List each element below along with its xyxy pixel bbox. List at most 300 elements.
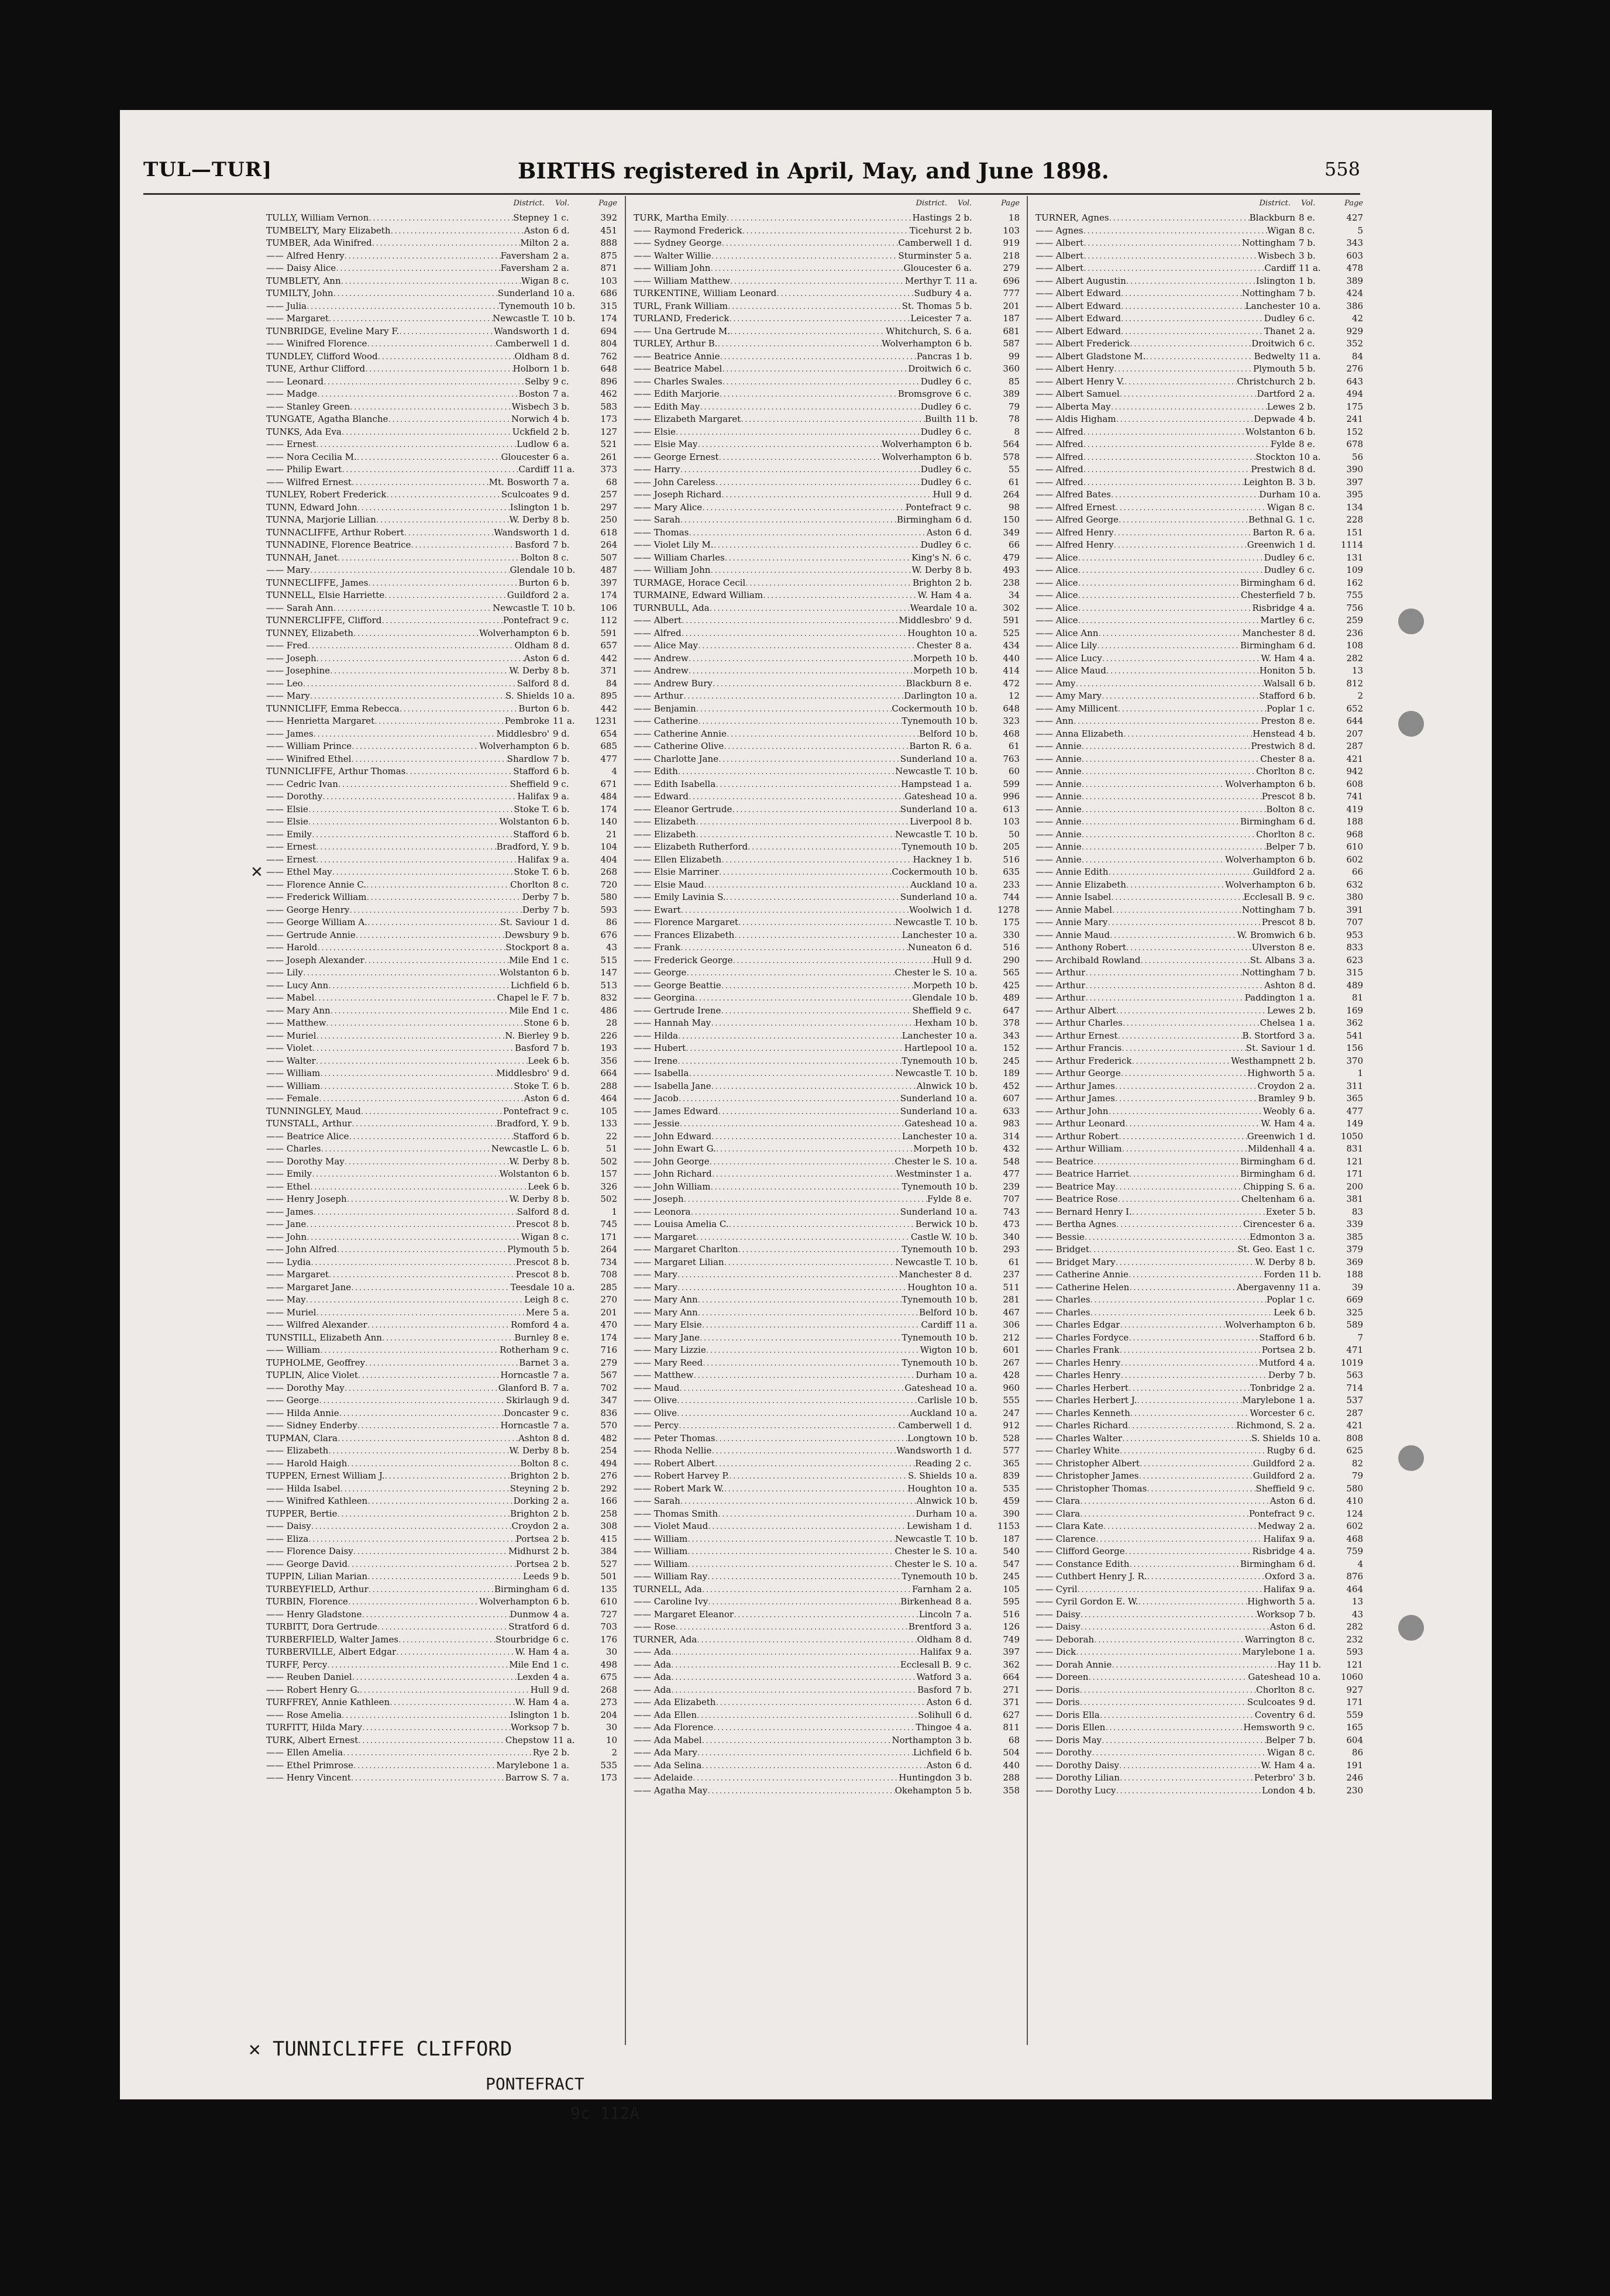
entry-name: —— Leonard bbox=[266, 376, 324, 387]
register-entry bbox=[1036, 527, 1363, 539]
register-entry bbox=[634, 614, 1020, 627]
entry-page: 106 bbox=[600, 602, 617, 613]
entry-volume: 10 b. bbox=[553, 300, 576, 311]
entry-page: 459 bbox=[1003, 1496, 1020, 1506]
leader-dots bbox=[677, 1055, 902, 1068]
entry-district: Stockton bbox=[1255, 451, 1295, 462]
entry-volume: 8 c. bbox=[1299, 1634, 1315, 1645]
entry-district: Aston bbox=[926, 1759, 952, 1771]
entry-page: 953 bbox=[1346, 929, 1363, 940]
entry-volume: 10 a. bbox=[955, 1130, 978, 1142]
entry-page: 570 bbox=[600, 1420, 617, 1431]
entry-district: Alnwick bbox=[916, 1496, 952, 1506]
leader-dots bbox=[317, 388, 518, 401]
leader-dots bbox=[677, 1407, 910, 1420]
leader-dots bbox=[1118, 703, 1267, 716]
leader-dots bbox=[732, 954, 933, 967]
entry-volume: 11 b. bbox=[1299, 1659, 1322, 1670]
leader-dots bbox=[738, 1243, 902, 1256]
entry-district: Leighton B. bbox=[1243, 476, 1295, 487]
entry-volume: 6 b. bbox=[553, 741, 570, 751]
entry-page: 151 bbox=[1346, 527, 1363, 538]
entry-district: Sunderland bbox=[497, 288, 549, 298]
entry-page: 5 bbox=[1357, 225, 1363, 236]
entry-name: —— Alfred George bbox=[1036, 514, 1119, 525]
leader-dots bbox=[1083, 426, 1246, 439]
entry-name: —— Charlotte Jane bbox=[634, 753, 719, 764]
entry-district: Lincoln bbox=[918, 1608, 952, 1620]
entry-name: —— Hubert bbox=[634, 1043, 686, 1053]
entry-volume: 6 d. bbox=[1299, 577, 1316, 588]
entry-name: —— Violet Maud bbox=[634, 1521, 708, 1531]
entry-name: —— Elsie Marriner bbox=[634, 867, 719, 877]
leader-dots bbox=[1080, 1508, 1249, 1521]
entry-name: —— William bbox=[266, 1345, 321, 1355]
entry-page: 173 bbox=[600, 1772, 617, 1783]
entry-district: Birmingham bbox=[1240, 1558, 1295, 1569]
entry-name: —— Deborah bbox=[1036, 1634, 1095, 1645]
entry-volume: 6 d. bbox=[553, 1583, 570, 1594]
entry-name: —— William bbox=[266, 1068, 321, 1078]
entry-name: —— Amy bbox=[1036, 678, 1076, 689]
entry-name: —— Doris Ellen bbox=[1036, 1722, 1106, 1733]
entry-volume: 10 a. bbox=[955, 1558, 978, 1569]
entry-volume: 10 b. bbox=[955, 1332, 978, 1343]
entry-district: Castle W. bbox=[910, 1231, 952, 1242]
register-entry bbox=[1036, 1646, 1363, 1659]
entry-district: Tynemouth bbox=[902, 716, 952, 726]
register-entry bbox=[634, 250, 1020, 263]
leader-dots bbox=[376, 514, 510, 527]
entry-name: —— Cuthbert Henry J. R. bbox=[1036, 1571, 1147, 1582]
entry-volume: 1 d. bbox=[553, 325, 570, 336]
register-entry bbox=[1036, 275, 1363, 288]
entry-volume: 2 b. bbox=[553, 1470, 570, 1481]
entry-page: 479 bbox=[1003, 552, 1020, 563]
register-entry bbox=[266, 401, 617, 414]
entry-page: 486 bbox=[600, 1005, 617, 1016]
leader-dots bbox=[319, 1394, 506, 1407]
entry-page: 811 bbox=[1003, 1722, 1020, 1733]
register-entry bbox=[266, 1092, 617, 1105]
register-entry bbox=[266, 1520, 617, 1533]
entry-volume: 6 b. bbox=[553, 803, 570, 814]
entry-name: —— Annie Elizabeth bbox=[1036, 879, 1126, 890]
register-entry bbox=[634, 1570, 1020, 1583]
register-entry bbox=[266, 1256, 617, 1269]
leader-dots bbox=[312, 1042, 515, 1055]
register-entry bbox=[266, 866, 617, 879]
column-header bbox=[1036, 199, 1363, 212]
register-entry bbox=[634, 1558, 1020, 1571]
entry-name: —— Albert bbox=[1036, 263, 1084, 273]
entry-volume: 6 b. bbox=[1299, 854, 1316, 865]
entry-name: —— Harold bbox=[266, 942, 318, 953]
entry-page: 287 bbox=[1346, 741, 1363, 751]
register-entry bbox=[634, 916, 1020, 929]
leader-dots bbox=[1118, 1193, 1241, 1206]
entry-district: Poplar bbox=[1266, 1294, 1295, 1305]
entry-district: Selby bbox=[524, 376, 549, 387]
register-entry bbox=[266, 225, 617, 238]
entry-volume: 6 b. bbox=[553, 1055, 570, 1066]
entry-district: Wigan bbox=[1267, 225, 1295, 236]
leader-dots bbox=[353, 627, 479, 640]
entry-district: Marylebone bbox=[1242, 1647, 1295, 1657]
entry-page: 464 bbox=[600, 1093, 617, 1104]
entry-name: —— Christopher Thomas bbox=[1036, 1483, 1147, 1494]
entry-name: TUPPIN, Lilian Marian bbox=[266, 1571, 368, 1582]
entry-name: —— Charles Fordyce bbox=[1036, 1332, 1129, 1343]
entry-page: 425 bbox=[1003, 979, 1020, 991]
entry-district: Prescot bbox=[515, 1219, 549, 1229]
entry-volume: 6 a. bbox=[955, 741, 972, 751]
entry-volume: 10 b. bbox=[955, 766, 978, 776]
register-entry bbox=[634, 866, 1020, 879]
entry-page: 464 bbox=[1346, 1583, 1363, 1594]
leader-dots bbox=[1078, 589, 1240, 602]
entry-page: 315 bbox=[600, 300, 617, 311]
entry-district: Nottingham bbox=[1241, 904, 1295, 915]
entry-name: —— William Ray bbox=[634, 1571, 708, 1582]
entry-page: 306 bbox=[1003, 1319, 1020, 1330]
entry-district: Droitwich bbox=[1251, 338, 1295, 349]
entry-district: Plymouth bbox=[507, 1244, 549, 1254]
entry-volume: 8 c. bbox=[553, 552, 569, 563]
entry-page: 960 bbox=[1003, 1382, 1020, 1393]
leader-dots bbox=[703, 1357, 902, 1370]
column-divider bbox=[1027, 196, 1028, 2045]
entry-district: Cardiff bbox=[1264, 263, 1295, 273]
entry-district: Boston bbox=[518, 389, 549, 399]
entry-volume: 10 b. bbox=[955, 1357, 978, 1368]
leader-dots bbox=[1137, 1394, 1242, 1407]
entry-name: —— Margaret Eleanor bbox=[634, 1608, 734, 1620]
register-entry bbox=[634, 451, 1020, 464]
entry-district: Sheffield bbox=[912, 1005, 952, 1016]
entry-page: 392 bbox=[600, 212, 617, 223]
leader-dots bbox=[676, 426, 921, 439]
entry-volume: 1 b. bbox=[553, 363, 570, 374]
entry-name: —— Agatha May bbox=[634, 1785, 708, 1796]
entry-district: Prestwich bbox=[1251, 741, 1295, 751]
entry-district: Aston bbox=[524, 652, 549, 664]
punch-hole bbox=[1398, 1445, 1424, 1471]
register-entry bbox=[266, 489, 617, 501]
register-entry bbox=[266, 451, 617, 464]
register-entry bbox=[1036, 614, 1363, 627]
entry-page: 471 bbox=[1346, 1345, 1363, 1355]
register-entry bbox=[1036, 451, 1363, 464]
entry-district: Newcastle T. bbox=[493, 602, 549, 613]
register-entry bbox=[1036, 1243, 1363, 1256]
entry-page: 694 bbox=[600, 325, 617, 336]
entry-name: —— James bbox=[266, 1206, 314, 1217]
leader-dots bbox=[702, 1583, 912, 1596]
entry-name: —— Cyril Gordon E. W. bbox=[1036, 1596, 1138, 1607]
entry-name: —— Charles Walter bbox=[1036, 1432, 1123, 1443]
register-entry bbox=[266, 1646, 617, 1659]
leader-dots bbox=[677, 1281, 908, 1294]
entry-name: TUNKS, Ada Eva bbox=[266, 426, 342, 437]
entry-volume: 10 a. bbox=[1299, 451, 1321, 462]
register-entry bbox=[266, 1458, 617, 1470]
leader-dots bbox=[328, 1445, 509, 1458]
entry-name: —— Albert Henry bbox=[1036, 363, 1114, 374]
register-entry bbox=[1036, 678, 1363, 690]
entry-page: 288 bbox=[600, 1080, 617, 1091]
entry-district: Bradford, Y. bbox=[496, 841, 549, 852]
register-entry bbox=[634, 941, 1020, 954]
register-entry bbox=[634, 1520, 1020, 1533]
entry-district: Chepstow bbox=[505, 1734, 549, 1745]
entry-page: 66 bbox=[1351, 867, 1363, 877]
entry-page: 385 bbox=[1346, 1231, 1363, 1242]
entry-district: Cardiff bbox=[518, 464, 549, 475]
entry-page: 4 bbox=[611, 766, 617, 776]
entry-district: Dudley bbox=[920, 426, 952, 437]
entry-page: 276 bbox=[600, 1470, 617, 1481]
leader-dots bbox=[348, 1596, 479, 1608]
entry-district: Northampton bbox=[892, 1734, 952, 1745]
entry-page: 610 bbox=[1346, 841, 1363, 852]
entry-volume: 8 d. bbox=[955, 1269, 972, 1280]
entry-page: 360 bbox=[1003, 363, 1020, 374]
entry-volume: 1 b. bbox=[955, 854, 972, 865]
entry-district: Dudley bbox=[920, 464, 952, 475]
entry-name: —— Margaret Lilian bbox=[634, 1256, 724, 1267]
register-entry bbox=[634, 262, 1020, 275]
entry-page: 648 bbox=[1003, 703, 1020, 714]
entry-name: —— Beatrice Alice bbox=[266, 1130, 349, 1142]
entry-volume: 6 c. bbox=[955, 476, 972, 487]
entry-page: 378 bbox=[1003, 1018, 1020, 1028]
entry-name: —— Annie bbox=[1036, 778, 1082, 789]
entry-volume: 9 c. bbox=[955, 1005, 972, 1016]
register-entry bbox=[1036, 1332, 1363, 1345]
entry-district: Okehampton bbox=[895, 1785, 952, 1796]
entry-district: Brighton bbox=[913, 577, 952, 588]
entry-name: —— John George bbox=[634, 1156, 710, 1167]
entry-page: 140 bbox=[600, 816, 617, 827]
register-entry bbox=[634, 1671, 1020, 1684]
register-entry bbox=[266, 1030, 617, 1043]
entry-volume: 7 b. bbox=[1299, 841, 1316, 852]
leader-dots bbox=[706, 1344, 920, 1357]
entry-name: —— Alice Lucy bbox=[1036, 652, 1102, 664]
entry-name: —— Annie bbox=[1036, 753, 1082, 764]
register-entry bbox=[266, 1143, 617, 1156]
entry-page: 727 bbox=[600, 1608, 617, 1620]
entry-volume: 7 b. bbox=[955, 1684, 972, 1695]
entry-name: —— Alice Maud bbox=[1036, 665, 1106, 676]
entry-volume: 6 d. bbox=[553, 652, 570, 664]
entry-district: Stourbridge bbox=[496, 1634, 549, 1645]
entry-district: Guildford bbox=[507, 590, 549, 600]
entry-volume: 1 d. bbox=[1299, 1130, 1316, 1142]
leader-dots bbox=[1103, 1520, 1258, 1533]
leader-dots bbox=[310, 1181, 528, 1194]
entry-name: —— Mary Reed bbox=[634, 1357, 703, 1368]
entry-volume: 6 d. bbox=[1299, 1621, 1316, 1632]
leader-dots bbox=[1140, 1458, 1253, 1470]
entry-page: 281 bbox=[1003, 1294, 1020, 1305]
entry-page: 42 bbox=[1351, 313, 1363, 324]
entry-volume: 10 a. bbox=[955, 1105, 978, 1116]
register-entry bbox=[266, 463, 617, 476]
entry-name: —— Charles bbox=[1036, 1307, 1090, 1318]
entry-volume: 7 b. bbox=[553, 1722, 570, 1733]
entry-page: 741 bbox=[1346, 791, 1363, 802]
entry-name: —— Annie Isabel bbox=[1036, 892, 1112, 902]
entry-district: Poplar bbox=[1266, 703, 1295, 714]
register-entry bbox=[1036, 753, 1363, 766]
entry-district: Stafford bbox=[513, 766, 549, 776]
entry-district: Auckland bbox=[910, 879, 952, 890]
register-entry bbox=[1036, 300, 1363, 313]
entry-page: 589 bbox=[1346, 1319, 1363, 1330]
entry-district: Aston bbox=[926, 527, 952, 538]
entry-district: Highworth bbox=[1247, 1596, 1295, 1607]
leader-dots bbox=[680, 1118, 905, 1130]
register-entry bbox=[266, 627, 617, 640]
entry-district: Tynemouth bbox=[902, 1244, 952, 1254]
entry-name: —— Lydia bbox=[266, 1256, 311, 1267]
entry-page: 237 bbox=[1003, 1269, 1020, 1280]
entry-volume: 10 a. bbox=[955, 1118, 978, 1129]
register-entry bbox=[266, 1281, 617, 1294]
entry-volume: 6 d. bbox=[1299, 1156, 1316, 1167]
entry-name: —— Elizabeth bbox=[634, 829, 696, 840]
entry-volume: 9 b. bbox=[553, 929, 570, 940]
entry-district: Holborn bbox=[512, 363, 549, 374]
entry-volume: 2 b. bbox=[553, 1483, 570, 1494]
register-entry bbox=[1036, 463, 1363, 476]
entry-district: Risbridge bbox=[1252, 1546, 1295, 1556]
register-entry bbox=[266, 904, 617, 917]
entry-name: —— Charles bbox=[1036, 1294, 1090, 1305]
register-entry bbox=[1036, 1130, 1363, 1143]
entry-name: —— William John bbox=[634, 263, 711, 273]
register-entry bbox=[266, 1319, 617, 1332]
entry-page: 587 bbox=[1003, 338, 1020, 349]
entry-page: 175 bbox=[1003, 917, 1020, 927]
entry-district: Sunderland bbox=[900, 753, 952, 764]
entry-district: Fylde bbox=[927, 1194, 952, 1204]
leader-dots bbox=[680, 463, 921, 476]
register-entry bbox=[634, 816, 1020, 829]
entry-volume: 3 a. bbox=[955, 1621, 972, 1632]
register-entry bbox=[634, 1470, 1020, 1483]
entry-volume: 6 d. bbox=[1299, 1709, 1316, 1720]
entry-page: 4 bbox=[1357, 1558, 1363, 1569]
register-entry bbox=[1036, 312, 1363, 325]
leader-dots bbox=[1114, 363, 1253, 376]
register-entry bbox=[1036, 501, 1363, 514]
leader-dots bbox=[698, 1294, 902, 1307]
register-entry bbox=[266, 703, 617, 716]
entry-name: —— Adelaide bbox=[634, 1772, 693, 1783]
entry-name: —— Charles Frank bbox=[1036, 1345, 1120, 1355]
register-entry bbox=[634, 1621, 1020, 1634]
register-entry bbox=[634, 1332, 1020, 1345]
entry-district: Greenwich bbox=[1247, 1130, 1295, 1142]
register-entry bbox=[1036, 967, 1363, 979]
entry-name: —— Albert bbox=[1036, 250, 1084, 261]
entry-district: Gloucester bbox=[903, 263, 952, 273]
leader-dots bbox=[303, 967, 500, 979]
entry-volume: 6 a. bbox=[1299, 527, 1316, 538]
entry-volume: 8 c. bbox=[1299, 225, 1315, 236]
entry-district: Nottingham bbox=[1241, 288, 1295, 298]
leader-dots bbox=[345, 1382, 498, 1395]
entry-district: Chesterfield bbox=[1240, 590, 1295, 600]
register-entry bbox=[634, 678, 1020, 690]
entry-district: Newcastle T. bbox=[895, 1068, 952, 1078]
entry-name: —— Annie Edith bbox=[1036, 867, 1109, 877]
entry-page: 268 bbox=[600, 1684, 617, 1695]
entry-name: —— Elizabeth bbox=[266, 1445, 329, 1456]
entry-volume: 8 b. bbox=[553, 514, 570, 525]
leader-dots bbox=[396, 1646, 515, 1659]
register-entry bbox=[266, 1181, 617, 1194]
register-entry bbox=[1036, 225, 1363, 238]
entry-district: Gateshead bbox=[904, 791, 952, 802]
register-entry bbox=[266, 778, 617, 791]
leader-dots bbox=[734, 1608, 919, 1621]
entry-name: —— William Charles bbox=[634, 552, 725, 563]
entry-district: Wolverhampton bbox=[1225, 879, 1295, 890]
entry-district: Gloucester bbox=[501, 451, 549, 462]
entry-page: 888 bbox=[600, 238, 617, 248]
entry-page: 267 bbox=[1003, 1357, 1020, 1368]
register-entry bbox=[266, 237, 617, 250]
entry-page: 126 bbox=[1003, 1621, 1020, 1632]
entry-volume: 7 b. bbox=[553, 892, 570, 902]
leader-dots bbox=[390, 1696, 515, 1709]
entry-district: Chester le S. bbox=[895, 1558, 952, 1569]
entry-volume: 10 b. bbox=[955, 703, 978, 714]
register-entry bbox=[634, 489, 1020, 501]
entry-district: Tynemouth bbox=[499, 300, 549, 311]
leader-dots bbox=[715, 476, 920, 489]
entry-district: Faversham bbox=[500, 250, 549, 261]
entries-column-3 bbox=[1036, 199, 1363, 2042]
register-entry bbox=[266, 1130, 617, 1143]
leader-dots bbox=[311, 1256, 515, 1269]
leader-dots bbox=[1123, 728, 1253, 741]
leader-dots bbox=[1085, 1231, 1250, 1244]
entry-district: W. Ham bbox=[1261, 1118, 1295, 1129]
register-entry bbox=[266, 287, 617, 300]
leader-dots bbox=[690, 1206, 900, 1219]
leader-dots bbox=[349, 1130, 513, 1143]
entry-name: —— John William bbox=[634, 1181, 711, 1192]
leader-dots bbox=[316, 1307, 525, 1319]
register-entry bbox=[634, 1445, 1020, 1458]
annotation-line-3: 9c 112A bbox=[570, 2103, 640, 2123]
entry-name: —— Henrietta Margaret bbox=[266, 716, 375, 726]
entry-name: —— Dorothy Lilian bbox=[1036, 1772, 1120, 1783]
entry-district: W. Derby bbox=[509, 665, 549, 676]
register-entry bbox=[1036, 1206, 1363, 1219]
entry-name: —— Christopher Albert bbox=[1036, 1458, 1140, 1469]
leader-dots bbox=[713, 1721, 916, 1734]
entry-name: —— Arthur George bbox=[1036, 1068, 1121, 1078]
entry-district: W. Derby bbox=[509, 1194, 549, 1204]
entry-page: 212 bbox=[1003, 1332, 1020, 1343]
entry-volume: 8 c. bbox=[1299, 501, 1315, 513]
